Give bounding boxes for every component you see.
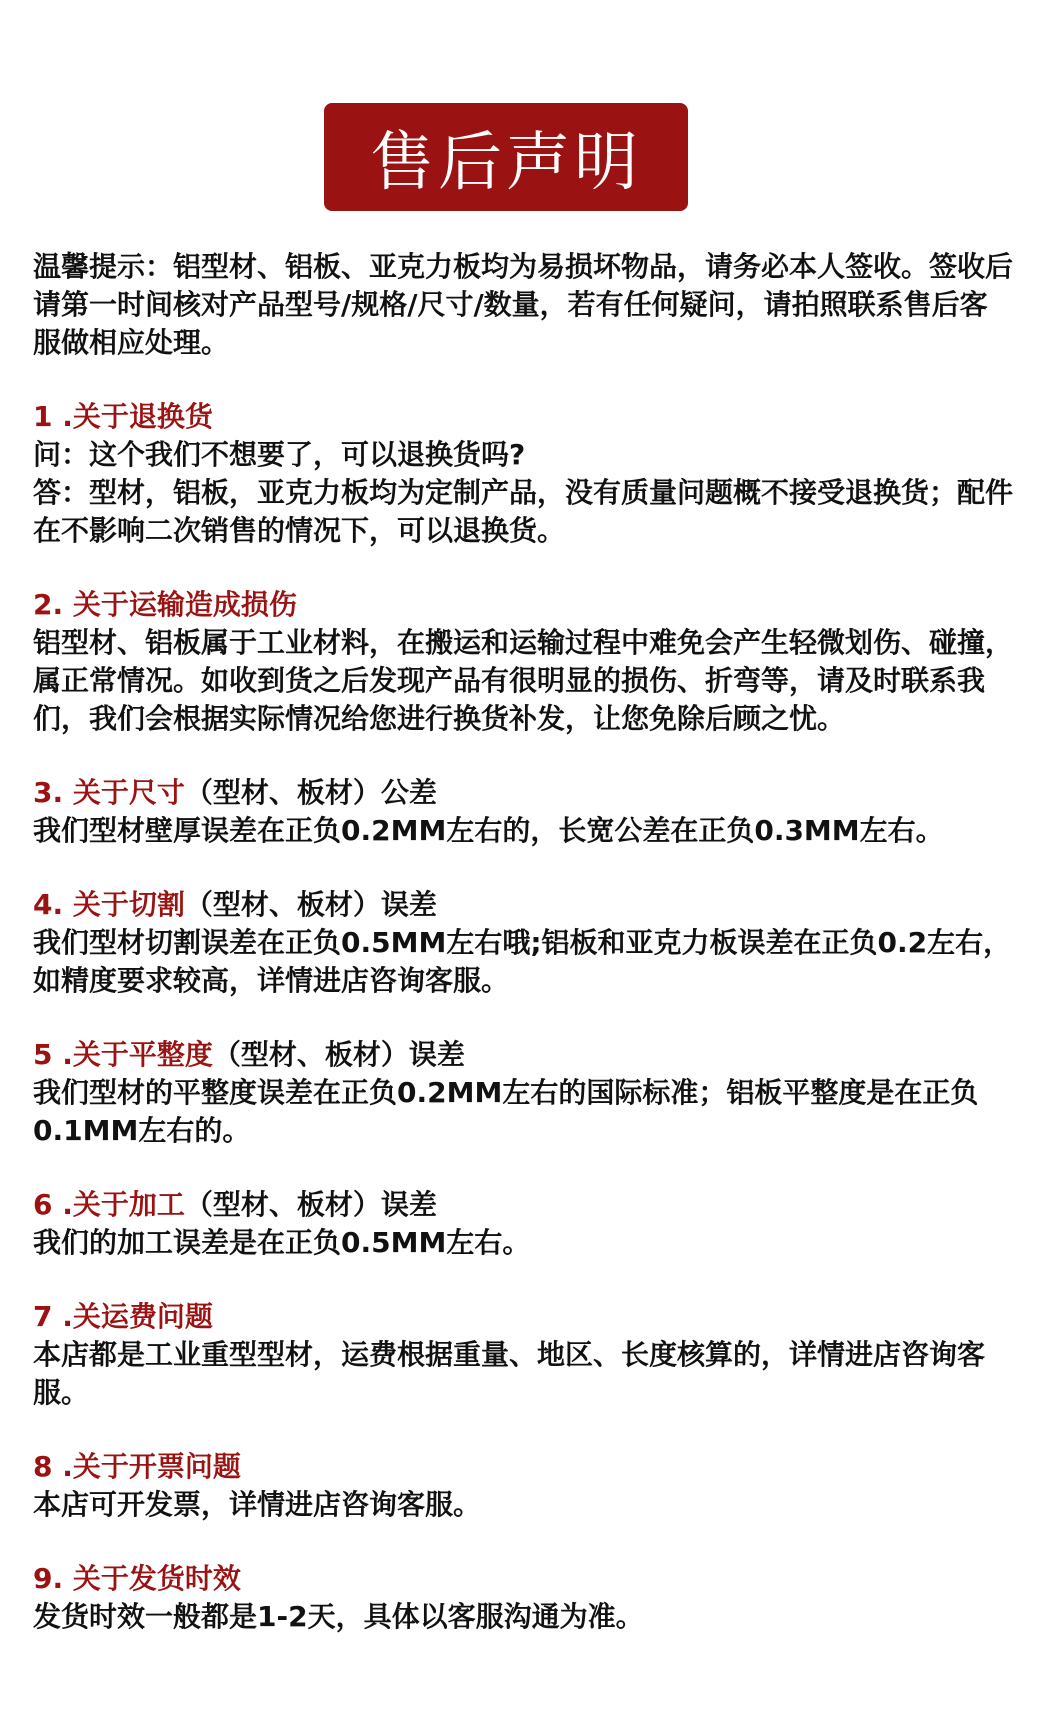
section-title-suffix: 公差 [380, 776, 437, 809]
section-7 [33, 1298, 1013, 1412]
title-banner [324, 103, 688, 211]
section-title-suffix: 误差 [380, 888, 437, 921]
section-title [33, 586, 1013, 624]
statement-content [33, 248, 1013, 1672]
section-body: 我们的加工误差是在正负0.5MM左右。 [33, 1226, 531, 1259]
section-title [33, 774, 1013, 812]
section-title-scope: （型材、板材） [184, 1188, 381, 1221]
section-body: 发货时效一般都是1-2天，具体以客服沟通为准。 [33, 1600, 644, 1633]
page-title: 售后声明 [370, 126, 642, 200]
section-title-text: 1 .关于退换货 [33, 400, 213, 433]
section-6 [33, 1186, 1013, 1262]
section-title-text: 2. 关于运输造成损伤 [33, 588, 297, 621]
section-title-text: 4. 关于切割 [33, 888, 185, 921]
section-body: 本店可开发票，详情进店咨询客服。 [33, 1488, 482, 1521]
section-title-suffix: 误差 [380, 1188, 437, 1221]
section-title-scope: （型材、板材） [212, 1038, 409, 1071]
section-title [33, 886, 1013, 924]
section-title-text: 7 .关运费问题 [33, 1300, 213, 1333]
section-9 [33, 1560, 1013, 1636]
section-3 [33, 774, 1013, 850]
section-title-text: 8 .关于开票问题 [33, 1450, 241, 1483]
section-1 [33, 398, 1013, 550]
section-title [33, 1448, 1013, 1486]
section-body: 本店都是工业重型型材，运费根据重量、地区、长度核算的，详情进店咨询客服。 [33, 1338, 986, 1409]
section-title-scope: （型材、板材） [184, 888, 381, 921]
section-title [33, 1560, 1013, 1598]
section-title-text: 5 .关于平整度 [33, 1038, 213, 1071]
section-body: 问：这个我们不想要了，可以退换货吗? 答：型材，铝板，亚克力板均为定制产品，没有质量问题概不接受退换货；配件在不影响二次销售的情况下，可以退换货。 [33, 438, 1014, 547]
sections-list [33, 398, 1013, 1636]
notice-paragraph: 温馨提示：铝型材、铝板、亚克力板均为易损坏物品，请务必本人签收。签收后请第一时间核对产品型号/规格/尺寸/数量，若有任何疑问，请拍照联系售后客服做相应处理。 [33, 250, 1014, 359]
section-body: 我们型材的平整度误差在正负0.2MM左右的国际标准；铝板平整度是在正负0.1MM左右的。 [33, 1076, 979, 1147]
section-4 [33, 886, 1013, 1000]
section-title-scope: （型材、板材） [184, 776, 381, 809]
section-title-text: 9. 关于发货时效 [33, 1562, 241, 1595]
section-title-text: 3. 关于尺寸 [33, 776, 185, 809]
section-title-text: 6 .关于加工 [33, 1188, 185, 1221]
section-body: 我们型材壁厚误差在正负0.2MM左右的，长宽公差在正负0.3MM左右。 [33, 814, 944, 847]
section-2 [33, 586, 1013, 738]
section-body: 我们型材切割误差在正负0.5MM左右哦;铝板和亚克力板误差在正负0.2左右，如精度要求较高，详情进店咨询客服。 [33, 926, 1012, 997]
section-title-suffix: 误差 [408, 1038, 465, 1071]
section-title [33, 1036, 1013, 1074]
section-body: 铝型材、铝板属于工业材料，在搬运和运输过程中难免会产生轻微划伤、碰撞，属正常情况。如收到货之后发现产品有很明显的损伤、折弯等，请及时联系我们，我们会根据实际情况给您进行换货补发，让您免除后顾之忧。 [33, 626, 1014, 735]
section-title [33, 398, 1013, 436]
section-8 [33, 1448, 1013, 1524]
section-title [33, 1186, 1013, 1224]
section-5 [33, 1036, 1013, 1150]
section-title [33, 1298, 1013, 1336]
